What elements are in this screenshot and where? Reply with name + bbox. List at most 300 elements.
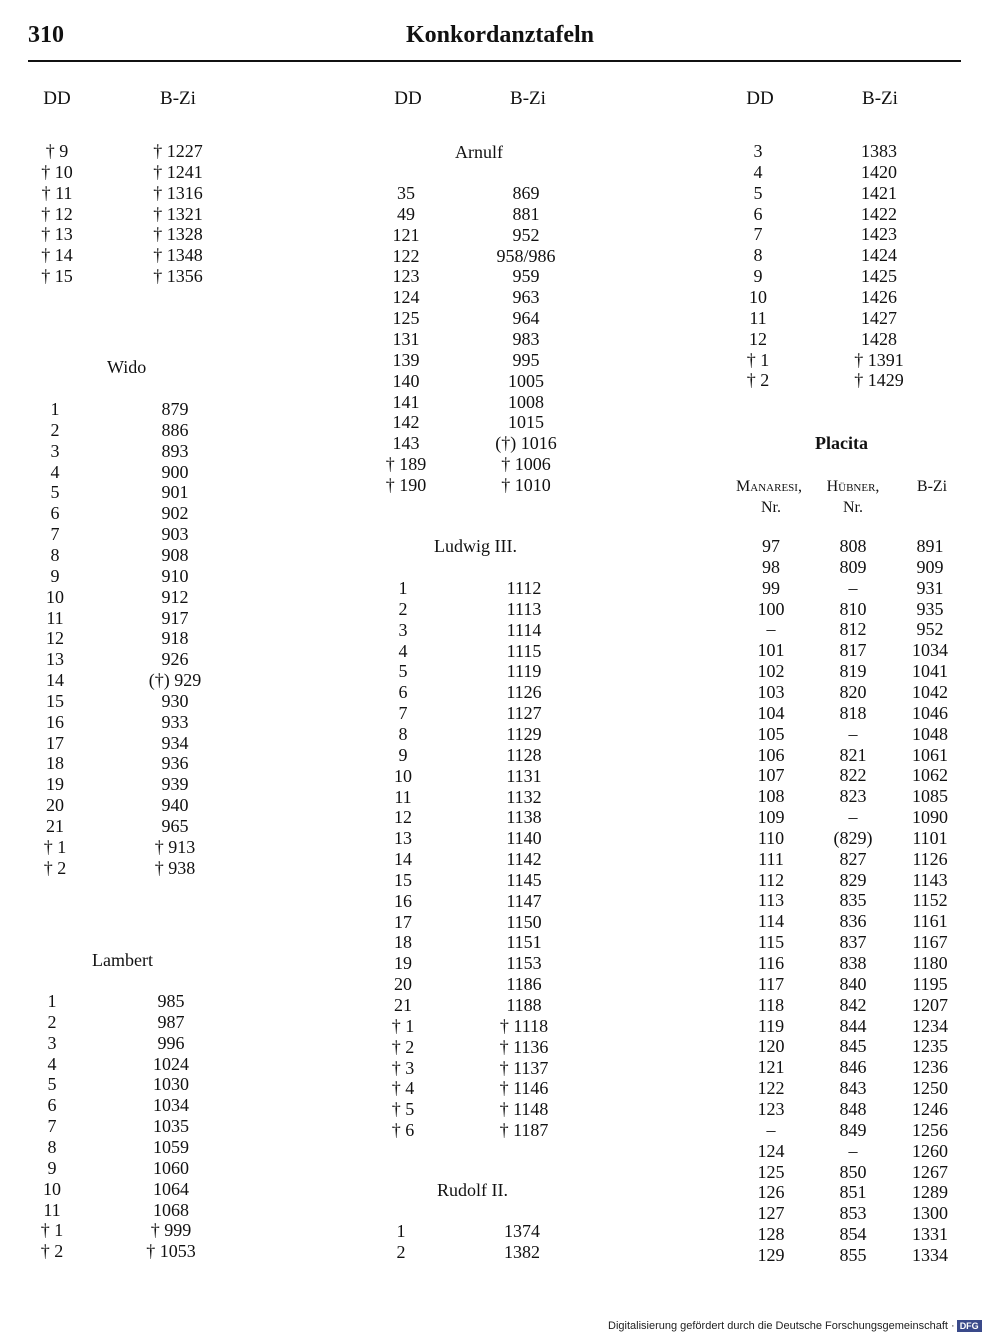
huebner-number: 849 [839, 1119, 867, 1140]
dd-number: 141 [392, 391, 420, 412]
dd-number: 12 [394, 807, 412, 828]
table-row [0, 1120, 1000, 1141]
dd-number: 8 [753, 245, 763, 266]
section-title: Lambert [92, 950, 153, 970]
dd-number: 18 [394, 932, 412, 953]
table-row [0, 682, 1000, 703]
bzi-number: 963 [512, 287, 540, 308]
bzi-number: 1188 [506, 995, 542, 1015]
bzi-number: 1161 [912, 911, 948, 932]
huebner-number: 842 [839, 994, 867, 1015]
bzi-number: 1062 [912, 765, 948, 786]
manaresi-number: 123 [757, 1098, 785, 1119]
manaresi-number: 105 [757, 723, 785, 744]
column-header-bzi: B-Zi [510, 88, 546, 109]
bzi-number: 1246 [912, 1098, 948, 1119]
table-row [0, 1182, 1000, 1203]
huebner-number: 843 [839, 1078, 867, 1099]
bzi-number: 1041 [912, 661, 948, 682]
huebner-number: 823 [839, 786, 867, 807]
bzi-number: 1250 [912, 1078, 948, 1099]
manaresi-number: 119 [757, 1015, 785, 1036]
bzi-number: † 1348 [153, 245, 203, 266]
table-row [0, 204, 1000, 225]
bzi-number: † 1356 [153, 266, 203, 287]
table-row [0, 661, 1000, 682]
page-title: Konkordanztafeln [405, 22, 594, 48]
dd-number: 17 [394, 911, 412, 932]
dd-number: 4 [50, 461, 60, 482]
bzi-number: 1426 [861, 286, 897, 307]
bzi-number: 985 [157, 991, 185, 1011]
bzi-number: 1207 [912, 994, 948, 1015]
dd-number: 12 [749, 328, 767, 349]
manaresi-number: 126 [757, 1182, 785, 1203]
dd-number: 16 [46, 711, 64, 732]
bzi-number: 1015 [508, 412, 544, 433]
table-row [0, 183, 1000, 204]
dd-number: 7 [753, 224, 763, 245]
manaresi-number: 129 [757, 1244, 785, 1265]
dd-number: 7 [47, 1116, 57, 1137]
bzi-number: 1195 [912, 973, 948, 994]
dd-number: 12 [46, 628, 64, 649]
table-row [0, 536, 1000, 557]
manaresi-number: 117 [757, 973, 785, 994]
bzi-number: 1289 [912, 1182, 948, 1203]
bzi-number: (†) 929 [148, 670, 202, 691]
dd-number: 19 [46, 774, 64, 795]
dd-number: 2 [396, 1241, 406, 1262]
bzi-number: 1061 [912, 744, 948, 765]
bzi-number: 1034 [153, 1095, 189, 1116]
bzi-number: 926 [161, 649, 189, 670]
bzi-number: 1035 [153, 1116, 189, 1137]
dd-number: 14 [394, 849, 412, 870]
bzi-number: 1236 [912, 1057, 948, 1078]
bzi-number: 1145 [506, 869, 542, 890]
bzi-number: 959 [512, 266, 540, 287]
table-row [0, 640, 1000, 661]
table-row [0, 266, 1000, 287]
manaresi-number: 124 [757, 1140, 785, 1161]
bzi-number: 1101 [912, 827, 948, 848]
dd-number: 8 [50, 544, 60, 565]
dd-number: 9 [398, 744, 408, 765]
dd-number: 15 [394, 869, 412, 890]
bzi-number: 1126 [912, 848, 948, 869]
dd-number: 49 [397, 203, 415, 224]
huebner-number: 820 [839, 681, 867, 702]
bzi-number: 1334 [912, 1244, 948, 1265]
bzi-number: 936 [161, 753, 189, 774]
page-number: 310 [28, 22, 64, 48]
dd-number: 11 [43, 1199, 61, 1220]
table-row [0, 141, 1000, 162]
bzi-number: 1424 [861, 245, 897, 266]
bzi-number: 1132 [506, 786, 542, 807]
bzi-number: 1152 [912, 890, 948, 911]
huebner-number: 819 [839, 661, 867, 682]
table-row [0, 392, 1000, 413]
huebner-number: 855 [839, 1244, 867, 1265]
dd-number: 10 [46, 586, 64, 607]
table-row [0, 765, 1000, 786]
section-title: Ludwig III. [434, 536, 517, 556]
bzi-number: 939 [161, 774, 189, 795]
table-row [0, 557, 1000, 578]
bzi-number: 908 [161, 544, 189, 565]
footer-text: Digitalisierung gefördert durch die Deutsche Forschungsgemeinschaft · [608, 1320, 955, 1332]
section-title: Wido [107, 357, 147, 377]
dd-number: 143 [392, 433, 420, 454]
dd-number: 3 [50, 440, 60, 461]
dd-number: † 4 [391, 1078, 415, 1099]
manaresi-number: 109 [757, 807, 785, 828]
dd-number: 140 [392, 370, 420, 391]
bzi-number: 1068 [153, 1199, 189, 1220]
bzi-number: 1085 [912, 786, 948, 807]
huebner-number: 822 [839, 765, 867, 786]
section-title: Rudolf II. [437, 1180, 508, 1200]
bzi-number: 995 [512, 349, 540, 370]
dd-number: † 14 [41, 245, 73, 266]
bzi-number: 901 [161, 482, 189, 503]
manaresi-number: 128 [757, 1224, 785, 1245]
bzi-number: 902 [161, 503, 189, 524]
dd-number: 4 [753, 161, 763, 182]
bzi-number: 1186 [506, 974, 542, 995]
table-row [0, 1099, 1000, 1120]
dd-number: 11 [394, 786, 412, 807]
bzi-number: 958/986 [496, 245, 556, 266]
dd-number: 10 [394, 765, 412, 786]
dd-number: 9 [47, 1157, 57, 1178]
bzi-number: 909 [916, 556, 944, 577]
bzi-number: 869 [512, 183, 540, 203]
bzi-number: 1421 [861, 182, 897, 203]
bzi-number: 1260 [912, 1140, 948, 1161]
table-row [0, 807, 1000, 828]
manaresi-number: 100 [757, 598, 785, 619]
huebner-number: 845 [839, 1036, 867, 1057]
bzi-number: 1140 [506, 828, 542, 849]
dd-number: 131 [392, 328, 420, 349]
dd-number: 124 [392, 287, 420, 308]
bzi-number: 987 [157, 1011, 185, 1032]
bzi-number: 1129 [506, 723, 542, 744]
table-row [0, 1141, 1000, 1162]
bzi-number: 1030 [153, 1074, 189, 1095]
dd-number: 9 [50, 565, 60, 586]
table-row [0, 870, 1000, 891]
huebner-number: – [848, 577, 858, 598]
column-header-dd: DD [394, 88, 422, 109]
bzi-number: 1420 [861, 161, 897, 182]
column-header-dd: DD [43, 88, 71, 109]
dd-number: 139 [392, 349, 420, 370]
placita-column-header: B-Zi [916, 478, 948, 495]
huebner-number: 829 [839, 869, 867, 890]
huebner-number: 818 [839, 702, 867, 723]
huebner-number: 840 [839, 973, 867, 994]
bzi-number: 903 [161, 524, 189, 545]
dd-number: 6 [50, 503, 60, 524]
dd-number: 1 [50, 399, 60, 419]
dd-number: 1 [47, 991, 57, 1011]
manaresi-number: 112 [757, 869, 785, 890]
bzi-number: 934 [161, 732, 189, 753]
huebner-number: 821 [839, 744, 867, 765]
table-row [0, 454, 1000, 475]
dd-number: 10 [749, 286, 767, 307]
manaresi-number: 122 [757, 1078, 785, 1099]
dd-number: 125 [392, 308, 420, 329]
dd-number: 21 [46, 816, 64, 836]
dd-number: 3 [398, 619, 408, 640]
huebner-number: 808 [839, 536, 867, 556]
manaresi-number: 116 [757, 953, 785, 973]
bzi-number: 1428 [861, 328, 897, 349]
huebner-number: 848 [839, 1098, 867, 1119]
bzi-number: † 1136 [499, 1036, 549, 1057]
table-row [0, 995, 1000, 1016]
bzi-number: † 1321 [153, 203, 203, 224]
dd-number: † 15 [41, 266, 73, 287]
bzi-number: 1005 [508, 370, 544, 391]
table-row [0, 329, 1000, 350]
placita-column-header: Nr. [761, 499, 781, 516]
huebner-number: 844 [839, 1015, 867, 1036]
bzi-number: 1382 [504, 1241, 540, 1262]
bzi-number: 1046 [912, 702, 948, 723]
dd-number: † 5 [391, 1099, 415, 1120]
manaresi-number: 127 [757, 1203, 785, 1224]
bzi-number: 1034 [912, 640, 948, 661]
table-row [0, 932, 1000, 953]
table-row [0, 578, 1000, 599]
bzi-number: 1180 [912, 953, 948, 973]
bzi-number: 1142 [506, 849, 542, 870]
bzi-number: 912 [161, 586, 189, 607]
table-row [0, 745, 1000, 766]
dd-number: 3 [753, 141, 763, 161]
huebner-number: (829) [833, 827, 873, 848]
manaresi-number: 98 [762, 556, 780, 577]
table-row [0, 1162, 1000, 1183]
bzi-number: † 1187 [499, 1120, 549, 1141]
column-header-dd: DD [746, 88, 774, 109]
huebner-number: 835 [839, 890, 867, 911]
bzi-number: † 1053 [146, 1241, 196, 1262]
dd-number: 5 [47, 1074, 57, 1095]
bzi-number: 996 [157, 1032, 185, 1053]
dd-number: 2 [47, 1011, 57, 1032]
bzi-number: 1138 [506, 807, 542, 828]
bzi-number: 1048 [912, 723, 948, 744]
bzi-number: 1131 [506, 765, 542, 786]
dd-number: 6 [753, 203, 763, 224]
dd-number: † 1 [746, 349, 770, 370]
bzi-number: 1060 [153, 1157, 189, 1178]
section-title: Arnulf [455, 142, 503, 162]
dd-number: † 11 [41, 182, 73, 203]
bzi-number: 881 [512, 203, 540, 224]
manaresi-number: 106 [757, 744, 785, 765]
manaresi-number: 114 [757, 911, 785, 932]
table-row [0, 724, 1000, 745]
dd-number: 6 [47, 1095, 57, 1116]
bzi-number: † 1316 [153, 182, 203, 203]
table-row [0, 890, 1000, 911]
bzi-number: 1153 [506, 953, 542, 974]
placita-column-header: Nr. [843, 499, 863, 516]
bzi-number: 1114 [506, 619, 542, 640]
dfg-logo: DFG [957, 1320, 982, 1332]
dd-number: 17 [46, 732, 64, 753]
huebner-number: 853 [839, 1203, 867, 1224]
column-header-bzi: B-Zi [862, 88, 898, 109]
dd-number: 2 [50, 419, 60, 440]
bzi-number: 935 [916, 598, 944, 619]
huebner-number: 838 [839, 953, 867, 973]
bzi-number: 983 [512, 328, 540, 349]
table-row [0, 162, 1000, 183]
dd-number: 13 [46, 649, 64, 670]
table-row [0, 1245, 1000, 1266]
dd-number: 6 [398, 682, 408, 703]
bzi-number: 1143 [912, 869, 948, 890]
bzi-number: 1008 [508, 391, 544, 412]
dd-number: † 1 [391, 1015, 415, 1036]
bzi-number: 965 [161, 816, 189, 836]
bzi-number: 900 [161, 461, 189, 482]
bzi-number: † 938 [154, 857, 196, 878]
dd-number: 7 [398, 703, 408, 724]
bzi-number: 1127 [506, 703, 542, 724]
huebner-number: 827 [839, 848, 867, 869]
dd-number: 11 [46, 607, 64, 628]
huebner-number: 854 [839, 1224, 867, 1245]
bzi-number: 952 [512, 224, 540, 245]
dd-number: 7 [50, 524, 60, 545]
dd-number: 15 [46, 690, 64, 711]
manaresi-number: 97 [762, 536, 780, 556]
section-title: Placita [815, 433, 868, 453]
bzi-number: 1374 [504, 1221, 540, 1241]
bzi-number: 879 [161, 399, 189, 419]
table-row [0, 1078, 1000, 1099]
dd-number: 21 [394, 995, 412, 1015]
dd-number: 9 [753, 266, 763, 287]
bzi-number: † 1429 [854, 370, 904, 391]
dd-number: † 3 [391, 1057, 415, 1078]
manaresi-number: – [766, 1119, 776, 1140]
table-row [0, 224, 1000, 245]
bzi-number: 964 [512, 308, 540, 329]
dd-number: 35 [397, 183, 415, 203]
table-row [0, 911, 1000, 932]
dd-number: 10 [43, 1178, 61, 1199]
huebner-number: 809 [839, 556, 867, 577]
table-row [0, 1036, 1000, 1057]
bzi-number: 1024 [153, 1053, 189, 1074]
bzi-number: 1331 [912, 1224, 948, 1245]
manaresi-number: 111 [758, 848, 784, 869]
table-row [0, 703, 1000, 724]
bzi-number: 940 [161, 795, 189, 816]
manaresi-number: 110 [757, 827, 785, 848]
manaresi-number: 103 [757, 681, 785, 702]
dd-number: 5 [753, 182, 763, 203]
bzi-number: 1042 [912, 681, 948, 702]
table-row [0, 1224, 1000, 1245]
table-row [0, 412, 1000, 433]
bzi-number: 1059 [153, 1136, 189, 1157]
bzi-number: 1064 [153, 1178, 189, 1199]
huebner-number: 837 [839, 932, 867, 953]
table-row [0, 308, 1000, 329]
manaresi-number: 113 [757, 890, 785, 911]
bzi-number: 1167 [912, 932, 948, 953]
dd-number: 13 [394, 828, 412, 849]
bzi-number: 931 [916, 577, 944, 598]
table-row [0, 370, 1000, 391]
bzi-number: † 1241 [153, 161, 203, 182]
table-row [0, 287, 1000, 308]
table-row [0, 849, 1000, 870]
column-header-bzi: B-Zi [160, 88, 196, 109]
dd-number: † 189 [385, 454, 427, 475]
manaresi-number: 99 [762, 577, 780, 598]
bzi-number: 1423 [861, 224, 897, 245]
dd-number: 5 [50, 482, 60, 503]
bzi-number: 1147 [506, 890, 542, 911]
table-row [0, 245, 1000, 266]
dd-number: 18 [46, 753, 64, 774]
dd-number: 1 [396, 1221, 406, 1241]
dd-number: 122 [392, 245, 420, 266]
manaresi-number: 120 [757, 1036, 785, 1057]
bzi-number: 1090 [912, 807, 948, 828]
dd-number: † 2 [40, 1241, 64, 1262]
huebner-number: – [848, 807, 858, 828]
bzi-number: 893 [161, 440, 189, 461]
table-row [0, 786, 1000, 807]
bzi-number: † 1148 [499, 1099, 549, 1120]
huebner-number: 812 [839, 619, 867, 640]
huebner-number: 846 [839, 1057, 867, 1078]
bzi-number: 930 [161, 690, 189, 711]
dd-number: † 13 [41, 224, 73, 245]
dd-number: † 2 [391, 1036, 415, 1057]
dd-number: 1 [398, 578, 408, 598]
manaresi-number: 108 [757, 786, 785, 807]
huebner-number: 850 [839, 1161, 867, 1182]
manaresi-number: 107 [757, 765, 785, 786]
bzi-number: 1112 [506, 578, 542, 598]
bzi-number: 1126 [506, 682, 542, 703]
table-row [0, 828, 1000, 849]
bzi-number: 1267 [912, 1161, 948, 1182]
manaresi-number: 125 [757, 1161, 785, 1182]
bzi-number: 1427 [861, 307, 897, 328]
bzi-number: 910 [161, 565, 189, 586]
table-row [0, 619, 1000, 640]
bzi-number: (†) 1016 [495, 433, 557, 454]
manaresi-number: 121 [757, 1057, 785, 1078]
table-row [0, 350, 1000, 371]
